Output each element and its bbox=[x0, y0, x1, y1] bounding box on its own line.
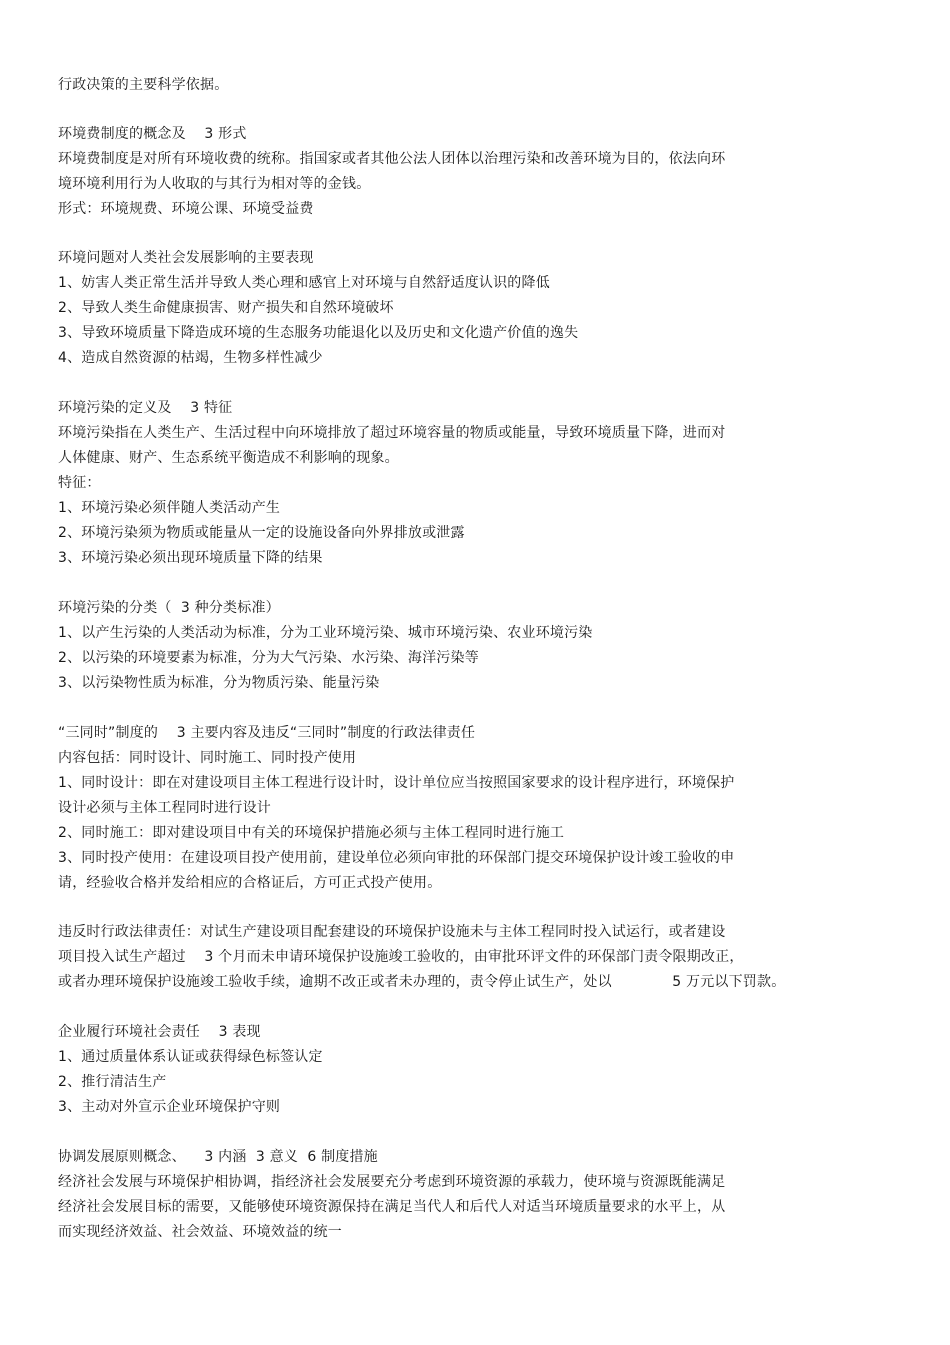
section-heading: 环境费制度的概念及 3 形式 bbox=[58, 126, 247, 142]
section-heading: 环境污染的定义及 3 特征 bbox=[58, 400, 233, 416]
list-item: 3、以污染物性质为标准，分为物质污染、能量污染 bbox=[58, 675, 380, 691]
list-item: 2、同时施工：即对建设项目中有关的环境保护措施必须与主体工程同时进行施工 bbox=[58, 825, 565, 841]
list-item: 2、以污染的环境要素为标准，分为大气污染、水污染、海洋污染等 bbox=[58, 650, 479, 666]
text-line: 或者办理环境保护设施竣工验收手续，逾期不改正或者未办理的，责令停止试生产，处以 5 万元以下罚款。 bbox=[58, 974, 786, 990]
list-item: 1、通过质量体系认证或获得绿色标签认定 bbox=[58, 1049, 323, 1065]
list-item: 1、同时设计：即在对建设项目主体工程进行设计时，设计单位应当按照国家要求的设计程序进行，环境保护 bbox=[58, 775, 735, 791]
list-item: 2、导致人类生命健康损害、财产损失和自然环境破坏 bbox=[58, 300, 394, 316]
text-line: 特征： bbox=[58, 475, 101, 491]
text-line: 形式：环境规费、环境公课、环境受益费 bbox=[58, 201, 314, 217]
list-item: 1、环境污染必须伴随人类活动产生 bbox=[58, 500, 281, 516]
text-line: 设计必须与主体工程同时进行设计 bbox=[58, 800, 271, 816]
list-item: 2、环境污染须为物质或能量从一定的设施设备向外界排放或泄露 bbox=[58, 525, 465, 541]
text-line: 经济社会发展目标的需要，又能够使环境资源保持在满足当代人和后代人对适当环境质量要求的水平上，从 bbox=[58, 1199, 726, 1215]
list-item: 3、主动对外宣示企业环境保护守则 bbox=[58, 1099, 281, 1115]
list-item: 1、以产生污染的人类活动为标准，分为工业环境污染、城市环境污染、农业环境污染 bbox=[58, 625, 593, 641]
text-line: 环境费制度是对所有环境收费的统称。指国家或者其他公法人团体以治理污染和改善环境为目的，依法向环 bbox=[58, 151, 726, 167]
text-line: 项目投入试生产超过 3 个月而未申请环境保护设施竣工验收的，由审批环评文件的环保部门责令限期改正， bbox=[58, 949, 744, 965]
text-line: 环境污染指在人类生产、生活过程中向环境排放了超过环境容量的物质或能量，导致环境质量下降，进而对 bbox=[58, 425, 726, 441]
section-heading: “三同时”制度的 3 主要内容及违反“三同时”制度的行政法律责任 bbox=[58, 725, 476, 741]
section-heading: 环境问题对人类社会发展影响的主要表现 bbox=[58, 250, 314, 266]
text-line: 人体健康、财产、生态系统平衡造成不利影响的现象。 bbox=[58, 450, 399, 466]
section-heading: 环境污染的分类（ 3 种分类标准） bbox=[58, 600, 280, 616]
section-heading: 协调发展原则概念、 3 内涵 3 意义 6 制度措施 bbox=[58, 1149, 378, 1165]
list-item: 3、环境污染必须出现环境质量下降的结果 bbox=[58, 550, 323, 566]
list-item: 2、推行清洁生产 bbox=[58, 1074, 167, 1090]
text-line: 内容包括：同时设计、同时施工、同时投产使用 bbox=[58, 750, 357, 766]
list-item: 4、造成自然资源的枯竭，生物多样性减少 bbox=[58, 350, 323, 366]
section-heading: 企业履行环境社会责任 3 表现 bbox=[58, 1024, 261, 1040]
text-line: 行政决策的主要科学依据。 bbox=[58, 77, 229, 93]
text-line: 境环境利用行为人收取的与其行为相对等的金钱。 bbox=[58, 176, 371, 192]
text-line: 经济社会发展与环境保护相协调，指经济社会发展要充分考虑到环境资源的承载力，使环境与资源既能满足 bbox=[58, 1174, 726, 1190]
list-item: 3、导致环境质量下降造成环境的生态服务功能退化以及历史和文化遗产价值的逸失 bbox=[58, 325, 579, 341]
text-line: 而实现经济效益、社会效益、环境效益的统一 bbox=[58, 1224, 342, 1240]
text-line: 请，经验收合格并发给相应的合格证后，方可正式投产使用。 bbox=[58, 875, 442, 891]
list-item: 1、妨害人类正常生活并导致人类心理和感官上对环境与自然舒适度认识的降低 bbox=[58, 275, 550, 291]
text-line: 违反时行政法律责任：对试生产建设项目配套建设的环境保护设施未与主体工程同时投入试运行，或者建设 bbox=[58, 924, 726, 940]
list-item: 3、同时投产使用：在建设项目投产使用前，建设单位必须向审批的环保部门提交环境保护设计竣工验收的申 bbox=[58, 850, 735, 866]
